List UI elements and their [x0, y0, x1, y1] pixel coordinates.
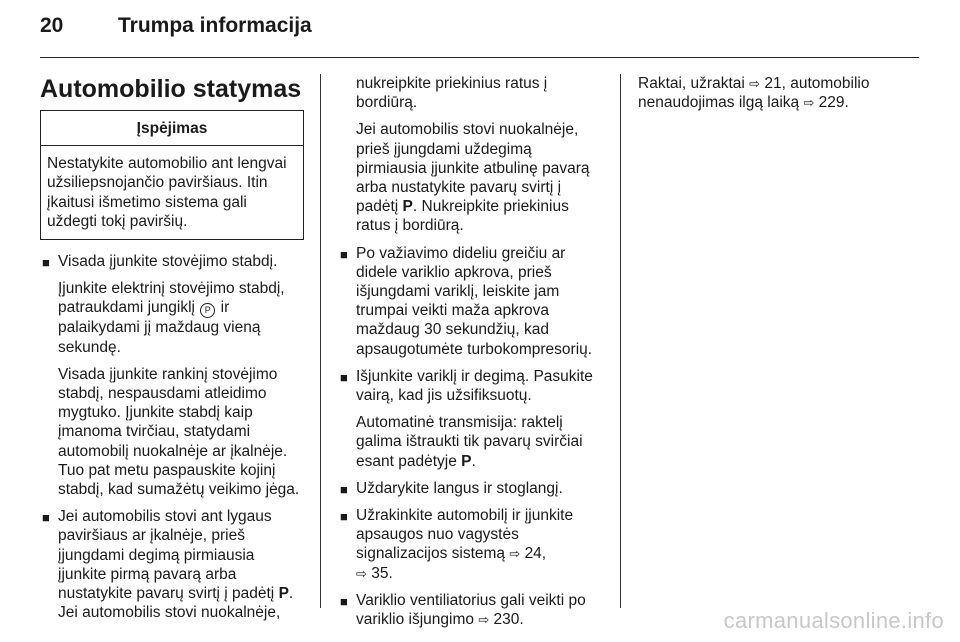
page-ref-link[interactable]: 21, automobilio nenaudojimas ilgą laiką	[638, 75, 870, 112]
section-title: Automobilio statymas	[40, 75, 302, 103]
watermark: carmanualsonline.info	[723, 608, 944, 633]
list-item: ■ Jei automobilis stovi ant lygaus paviršiaus ar įkalnėje, prieš įjungdami degimą pirmiausia įjunkite pirmą pavarą arba nustatykite pavarų svirtį į padėtį P. Jei automobilis stovi nuokalnėje,	[42, 508, 294, 622]
parking-brake-icon: P	[200, 303, 215, 318]
page-ref-link[interactable]: 230.	[493, 611, 524, 629]
page-header	[40, 14, 920, 50]
paragraph: Jei automobilis stovi nuokalnėje, prieš įjungdami uždegimą pirmiausia įjunkite atbulinę pavarą arba nustatykite pavarų svirtį į padėtį P. Nukreipkite priekinius ratus į bordiūrą.	[356, 121, 590, 235]
column-3	[638, 74, 908, 120]
bullet-icon: ■	[42, 510, 50, 526]
bullet-icon: ■	[340, 246, 348, 262]
page-ref-arrow-icon: ⇨	[749, 76, 761, 91]
list-item: ■ Išjunkite variklį ir degimą. Pasukite vairą, kad jis užsifiksuotų.	[340, 367, 593, 405]
page-ref-arrow-icon: ⇨	[509, 546, 521, 562]
paragraph: Įjunkite elektrinį stovėjimo stabdį, patraukdami jungiklį P ir palaikydami jį maždaug vieną sekundę.	[58, 280, 285, 356]
column-divider	[320, 74, 321, 608]
column-1	[40, 74, 304, 630]
page-ref-link[interactable]: 229.	[818, 94, 849, 112]
list-item	[40, 252, 304, 271]
page-ref-arrow-icon: ⇨	[356, 565, 367, 581]
paragraph: Visada įjunkite rankinį stovėjimo stabdį, nespausdami atleidimo mygtuko. Įjunkite stabdį kaip įmanoma tvirčiau, statydami automobilį nuokalnėje ar įkalnėje. Tuo pat metu paspauskite kojinį stabdį, kad sumažėtų veikimo jėga.	[58, 365, 300, 499]
bullet-icon: ■	[340, 593, 348, 609]
warning-body: Nestatykite automobilio ant lengvai užsiliepsnojančio paviršiaus. Itin įkaitusi išmetimo sistema gali uždegti tokį paviršių.	[47, 155, 287, 230]
page-ref-link[interactable]: 24,	[524, 545, 547, 563]
column-2	[338, 74, 604, 637]
page-ref-link[interactable]: 35.	[371, 564, 393, 582]
header-rule	[40, 57, 919, 58]
warning-title: Įspėjimas	[41, 111, 303, 146]
page-ref-arrow-icon: ⇨	[478, 612, 490, 628]
warning-box	[40, 110, 304, 240]
list-item-text: Visada įjunkite stovėjimo stabdį.	[58, 253, 278, 271]
bullet-icon: ■	[340, 369, 348, 385]
cross-reference-paragraph: Raktai, užraktai ⇨ 21, automobilio nenaudojimas ilgą laiką ⇨ 229.	[638, 75, 870, 112]
page-number: 20	[40, 14, 64, 37]
page-ref-arrow-icon: ⇨	[803, 95, 815, 111]
bullet-icon: ■	[340, 481, 348, 497]
list-item: ■ Po važiavimo dideliu greičiu ar didele variklio apkrova, prieš išjungdami variklį, leiskite jam trumpai veikti maža apkrova maždaug 30 sekundžių, kad apsaugotumėte turbokompresorių.	[340, 244, 593, 358]
running-title: Trumpa informacija	[118, 14, 312, 37]
list-item: ■ Variklio ventiliatorius gali veikti po variklio išjungimo ⇨ 230.	[340, 591, 586, 629]
column-divider	[620, 74, 621, 608]
list-item: ■ Užrakinkite automobilį ir įjunkite apsaugos nuo vagystės signalizacijos sistemą ⇨ 24, ⇨ 35.	[340, 507, 574, 582]
bullet-icon: ■	[340, 509, 348, 525]
list-item: ■ Uždarykite langus ir stoglangį.	[338, 479, 604, 498]
paragraph: Automatinė transmisija: raktelį galima ištraukti tik pavarų svirčiai esant padėtyje P.	[356, 414, 583, 470]
paragraph: nukreipkite priekinius ratus į bordiūrą.	[356, 75, 548, 112]
bullet-icon: ■	[42, 255, 50, 271]
